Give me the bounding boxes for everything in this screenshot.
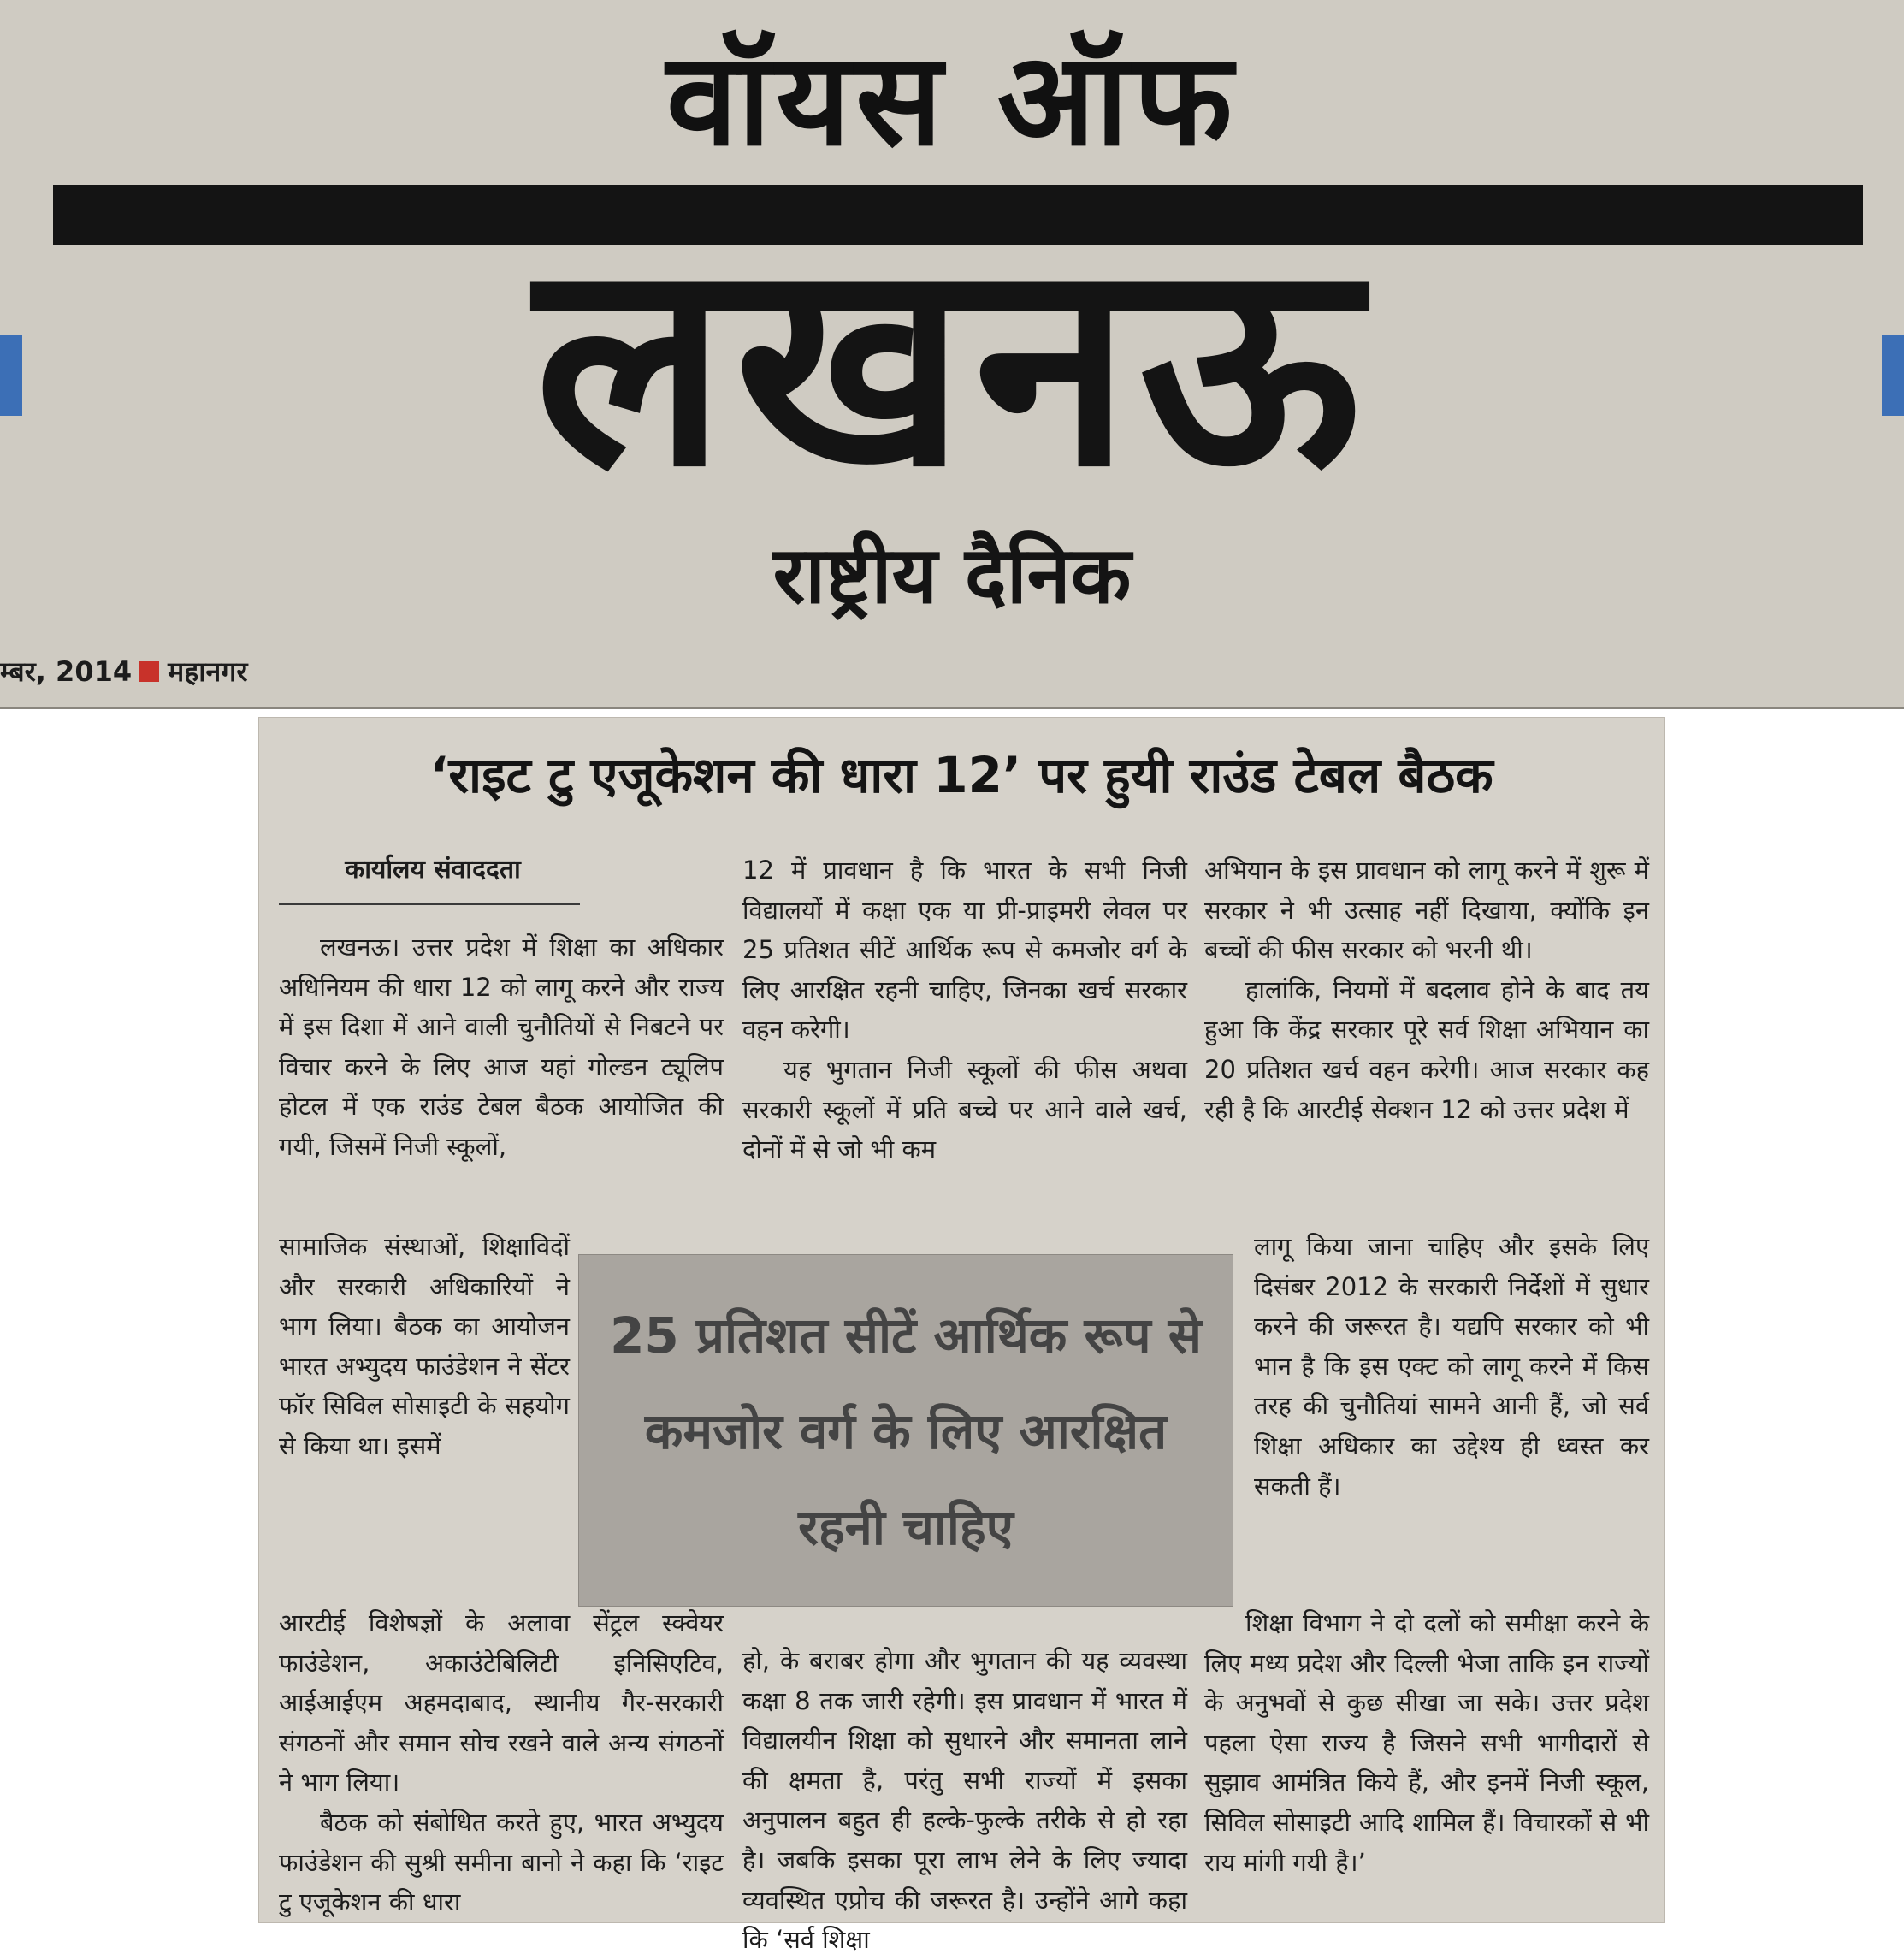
dateline (0, 650, 247, 693)
paragraph: बैठक को संबोधित करते हुए, भारत अभ्युदय फाउंडेशन की सुश्री समीना बानो ने कहा कि ‘राइट टु एजूकेशन की धारा (279, 1807, 724, 1917)
column-1-bottom (279, 1603, 724, 1922)
article-headline: ‘राइट टु एजूकेशन की धारा 12’ पर हुयी राउंड टेबल बैठक (429, 746, 1493, 804)
paragraph: हालांकि, नियमों में बदलाव होने के बाद तय हुआ कि केंद्र सरकार पूरे सर्व शिक्षा अभियान का 20 प्रतिशत खर्च वहन करेगी। आज सरकार कह रही है कि आरटीई सेक्शन 12 को उत्तर प्रदेश में (1204, 974, 1649, 1124)
news-article (258, 717, 1665, 1955)
section-marker-icon (139, 661, 159, 682)
paragraph: 12 में प्रावधान है कि भारत के सभी निजी विद्यालयों में कक्षा एक या प्री-प्राइमरी लेवल पर 25 प्रतिशत सीटें आर्थिक रूप से कमजोर वर्ग के लिए आरक्षित रहनी चाहिए, जिनका खर्च सरकार वहन करेगी। (742, 856, 1187, 1045)
paragraph: यह भुगतान निजी स्कूलों की फीस अथवा सरकारी स्कूलों में प्रति बच्चे पर आने वाले खर्च, दोनों में से जो भी कम (742, 1054, 1187, 1164)
pull-quote-text: 25 प्रतिशत सीटें आर्थिक रूप से कमजोर वर्ग के लिए आरक्षित रहनी चाहिए (610, 1306, 1202, 1556)
date-fragment: म्बर, 2014 (0, 655, 133, 688)
column-1-narrow (279, 1227, 570, 1466)
column-3-bottom (1204, 1603, 1649, 1882)
pull-quote-box (578, 1254, 1233, 1607)
section-name: महानगर (168, 655, 248, 688)
masthead-strip (0, 0, 1904, 709)
byline-divider (279, 903, 580, 905)
masthead-subtitle: राष्ट्रीय दैनिक (772, 530, 1132, 621)
column-3-top (1204, 850, 1649, 1129)
paragraph: लागू किया जाना चाहिए और इसके लिए दिसंबर 2012 के सरकारी निर्देशों में सुधार करने की जरूरत है। यद्यपि सरकार को भी भान है कि इस एक्ट को लागू करने में किस तरह की चुनौतियां सामने आनी हैं, जो सर्व शिक्षा अधिकार का उद्देश्य ही ध्वस्त कर सकती हैं। (1254, 1232, 1649, 1501)
paragraph: लखनऊ। उत्तर प्रदेश में शिक्षा का अधिकार अधिनियम की धारा 12 को लागू करने और राज्य में इस दिशा में आने वाली चुनौतियों से निबटने पर विचार करने के लिए आज यहां गोल्डन ट्यूलिप होटल में एक राउंड टेबल बैठक आयोजित की गयी, जिसमें निजी स्कूलों, (279, 933, 724, 1161)
paragraph: अभियान के इस प्रावधान को लागू करने में शुरू में सरकार ने भी उत्साह नहीं दिखाया, क्योंकि इन बच्चों की फीस सरकार को भरनी थी। (1204, 856, 1649, 965)
masthead-top-title: वॉयस ऑफ (666, 26, 1238, 175)
column-1-top (279, 927, 724, 1167)
column-2-top (742, 850, 1187, 1169)
paragraph: हो, के बराबर होगा और भुगतान की यह व्यवस्था कक्षा 8 तक जारी रहेगी। इस प्रावधान में भारत में विद्यालयीन शिक्षा को सुधारने और समानता लाने की क्षमता है, परंतु सभी राज्यों में इसका अनुपालन बहुत ही हल्के-फुल्के तरीके से हो रहा है। जबकि इसका पूरा लाभ लेने के लिए ज्यादा व्यवस्थित एप्रोच की जरूरत है। उन्होंने आगे कहा कि ‘सर्व शिक्षा (742, 1646, 1187, 1955)
paragraph: आरटीई विशेषज्ञों के अलावा सेंट्रल स्क्वेयर फाउंडेशन, अकाउंटेबिलिटी इनिसिएटिव, आईआईएम अहमदाबाद, स्थानीय गैर-सरकारी संगठनों और समान सोच रखने वाले अन्य संगठनों ने भाग लिया। (279, 1608, 724, 1797)
masthead-main-title: लखनऊ (535, 200, 1369, 529)
byline: कार्यालय संवाददता (345, 855, 521, 885)
paragraph: शिक्षा विभाग ने दो दलों को समीक्षा करने के लिए मध्य प्रदेश और दिल्ली भेजा ताकि इन राज्यों के अनुभवों से कुछ सीखा जा सके। उत्तर प्रदेश पहला ऐसा राज्य है जिसने सभी भागीदारों से सुझाव आमंत्रित किये हैं, और इनमें निजी स्कूल, सिविल सोसाइटी आदि शामिल हैं। विचारकों से भी राय मांगी गयी है।’ (1204, 1608, 1649, 1877)
column-2-bottom (742, 1641, 1187, 1960)
paragraph: सामाजिक संस्थाओं, शिक्षाविदों और सरकारी अधिकारियों ने भाग लिया। बैठक का आयोजन भारत अभ्युदय फाउंडेशन ने सेंटर फॉर सिविल सोसाइटी के सहयोग से किया था। इसमें (279, 1232, 570, 1460)
column-3-narrow (1254, 1227, 1649, 1506)
